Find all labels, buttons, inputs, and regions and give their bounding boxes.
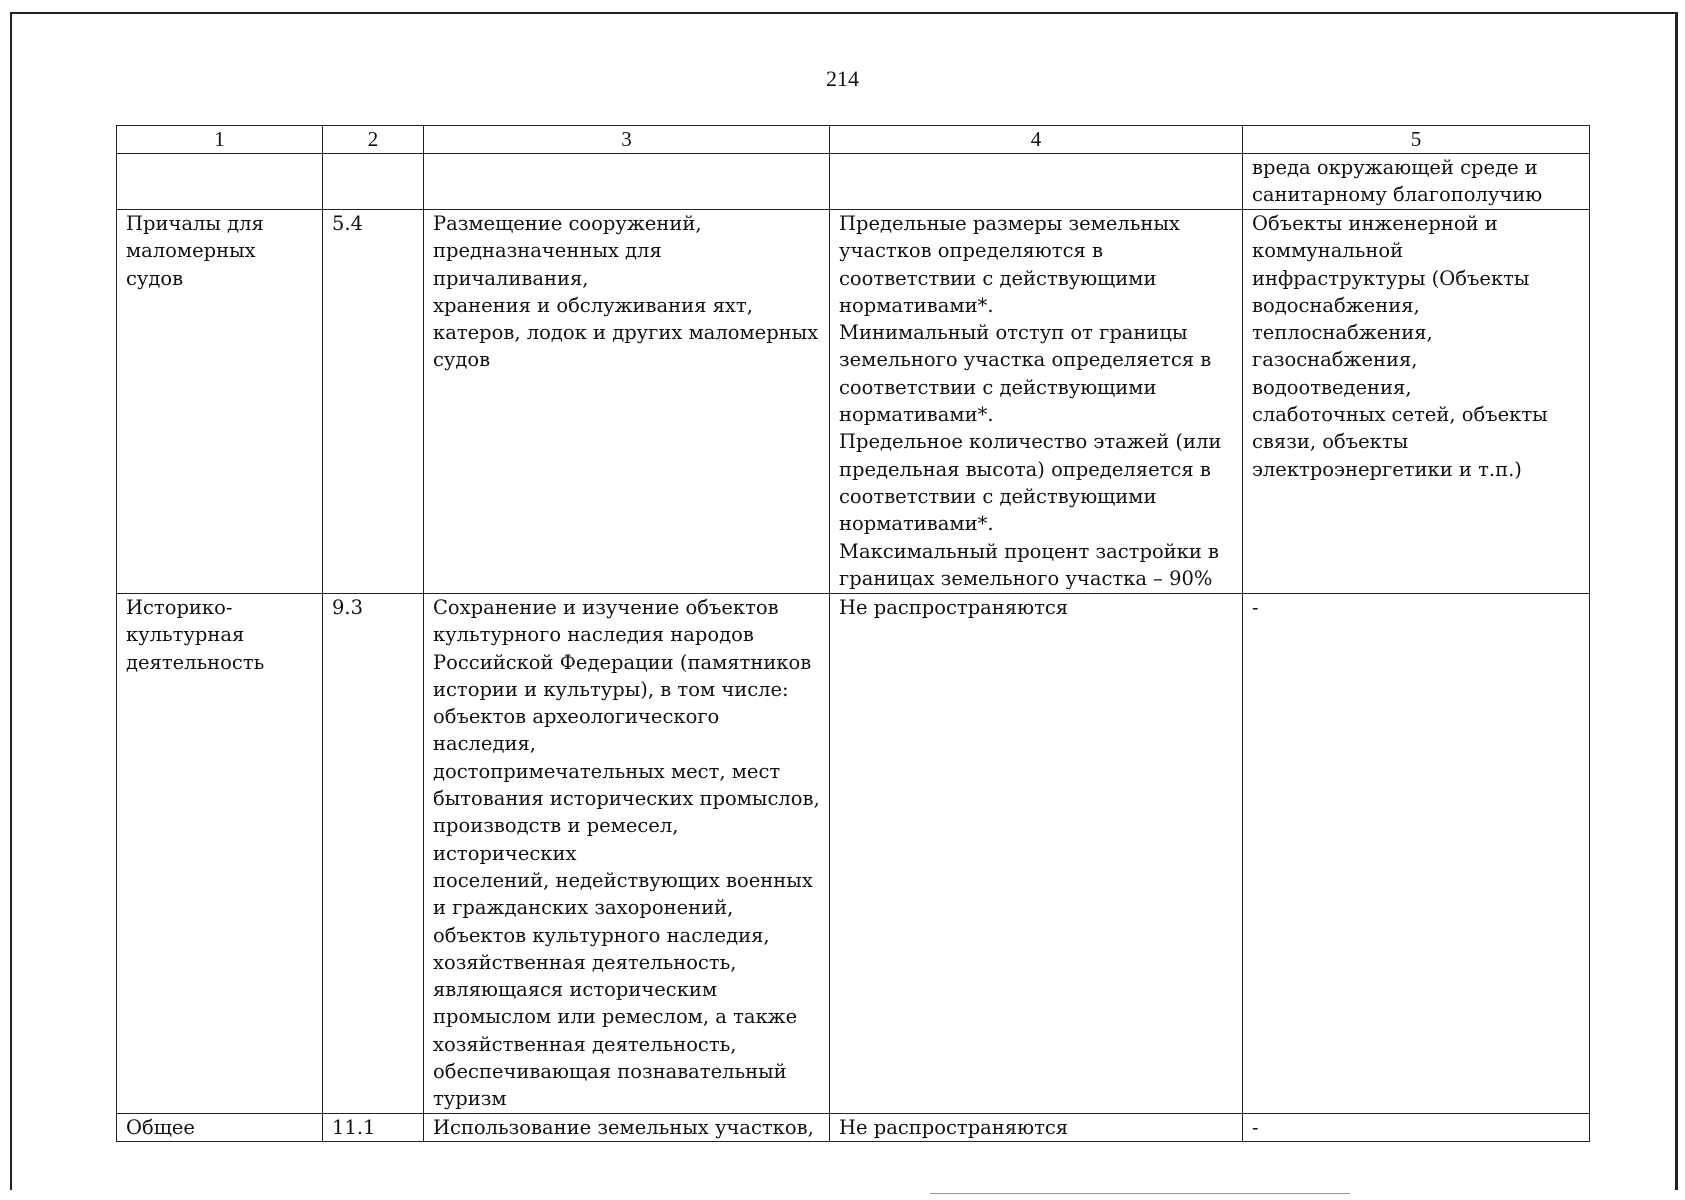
parameters-cell: Не распространяются	[830, 594, 1243, 1114]
use-name-cell: Причалы для маломерных судов	[117, 210, 323, 594]
use-code-cell: 5.4	[323, 210, 424, 594]
table-row	[117, 210, 1590, 594]
scan-artifact-line	[930, 1193, 1350, 1194]
table-row	[117, 594, 1590, 1114]
use-code-cell: 9.3	[323, 594, 424, 1114]
use-description-cell: Использование земельных участков,	[424, 1113, 830, 1141]
use-description-cell: Сохранение и изучение объектов культурного наследия народов Российской Федерации (памятников истории и культуры), в том числе: объектов археологического наследия, достопримечательных мест, мест бытования исторических промыслов, производств и ремесел, исторических поселений, недействующих военных и гражданских захоронений, объектов культурного наследия, хозяйственная деятельность, являющаяся историческим промыслом или ремеслом, а также хозяйственная деятельность, обеспечивающая познавательный туризм	[424, 594, 830, 1114]
parameters-cell: Не распространяются	[830, 1113, 1243, 1141]
use-name-cell	[117, 154, 323, 210]
table-row	[117, 1113, 1590, 1141]
auxiliary-uses-cell: -	[1243, 594, 1590, 1114]
column-header-5: 5	[1243, 126, 1590, 154]
page-number: 214	[826, 66, 859, 91]
column-header-2: 2	[323, 126, 424, 154]
table-header-row	[117, 126, 1590, 154]
use-name-cell: Историко- культурная деятельность	[117, 594, 323, 1114]
use-description-cell: Размещение сооружений, предназначенных для причаливания, хранения и обслуживания яхт, катеров, лодок и других маломерных судов	[424, 210, 830, 594]
land-use-table	[116, 125, 1590, 1142]
auxiliary-uses-cell: вреда окружающей среде и санитарному благополучию	[1243, 154, 1590, 210]
parameters-cell	[830, 154, 1243, 210]
auxiliary-uses-cell: -	[1243, 1113, 1590, 1141]
table-row	[117, 154, 1590, 210]
parameters-cell: Предельные размеры земельных участков определяются в соответствии с действующими нормативами*. Минимальный отступ от границы земельного участка определяется в соответствии с действующими нормативами*. Предельное количество этажей (или предельная высота) определяется в соответствии с действующими нормативами*. Максимальный процент застройки в границах земельного участка – 90%	[830, 210, 1243, 594]
column-header-4: 4	[830, 126, 1243, 154]
use-name-cell: Общее	[117, 1113, 323, 1141]
use-description-cell	[424, 154, 830, 210]
column-header-3: 3	[424, 126, 830, 154]
use-code-cell: 11.1	[323, 1113, 424, 1141]
column-header-1: 1	[117, 126, 323, 154]
use-code-cell	[323, 154, 424, 210]
auxiliary-uses-cell: Объекты инженерной и коммунальной инфраструктуры (Объекты водоснабжения, теплоснабжения, газоснабжения, водоотведения, слаботочных сетей, объекты связи, объекты электроэнергетики и т.п.)	[1243, 210, 1590, 594]
